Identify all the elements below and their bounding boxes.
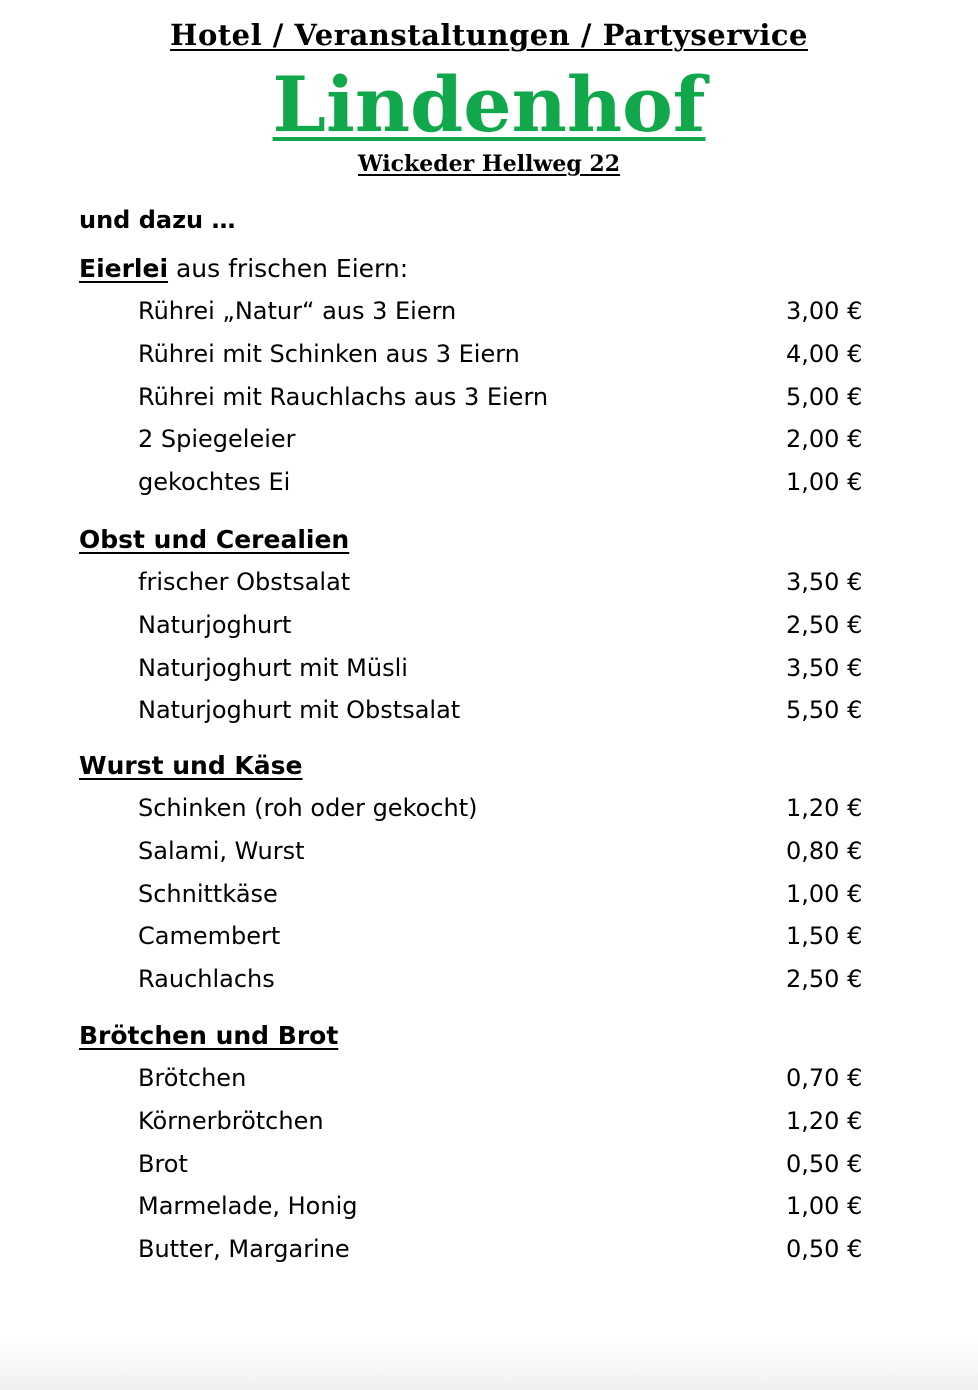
menu-item xyxy=(0,654,978,690)
menu-item-price: 3,50 € xyxy=(786,653,863,682)
menu-item xyxy=(0,425,978,461)
menu-item-name: Brötchen xyxy=(138,1064,247,1092)
menu-item xyxy=(0,794,978,830)
menu-item-price: 3,00 € xyxy=(786,297,863,325)
menu-item-price: 0,50 € xyxy=(786,1149,863,1178)
menu-item-price: 3,50 € xyxy=(786,568,863,596)
menu-item xyxy=(0,965,978,1001)
tagline-text: Hotel / Veranstaltungen / Partyservice xyxy=(170,18,808,52)
menu-item-price: 4,00 € xyxy=(786,339,863,368)
menu-item-name: Naturjoghurt xyxy=(138,610,292,639)
menu-item-name: Marmelade, Honig xyxy=(138,1192,358,1221)
section-title xyxy=(79,751,303,780)
menu-item xyxy=(0,1107,978,1143)
section-title-text: Eierlei xyxy=(79,254,169,283)
menu-item-name: gekochtes Ei xyxy=(138,468,291,497)
menu-item-price: 1,20 € xyxy=(786,794,863,822)
menu-item-name: Camembert xyxy=(138,922,281,951)
menu-item-name: Rührei mit Rauchlachs aus 3 Eiern xyxy=(138,382,549,411)
menu-item-name: Körnerbrötchen xyxy=(138,1106,324,1135)
section-title-text: Obst und Cerealien xyxy=(79,525,350,554)
menu-item-price: 1,20 € xyxy=(786,1106,863,1135)
menu-item xyxy=(0,568,978,604)
restaurant-name-text: Lindenhof xyxy=(272,60,706,149)
menu-item-price: 2,50 € xyxy=(786,610,863,639)
menu-item-name: frischer Obstsalat xyxy=(138,568,351,596)
menu-item xyxy=(0,837,978,873)
menu-item-name: Rührei „Natur“ aus 3 Eiern xyxy=(138,297,457,325)
section-subtitle: aus frischen Eiern: xyxy=(168,254,409,283)
menu-item-price: 5,00 € xyxy=(786,382,863,411)
menu-item-price: 2,50 € xyxy=(786,965,863,994)
section-title-text: Wurst und Käse xyxy=(79,751,303,780)
menu-item-name: Brot xyxy=(138,1149,188,1178)
section-title xyxy=(79,525,349,554)
menu-item-name: Rührei mit Schinken aus 3 Eiern xyxy=(138,339,520,368)
section-title xyxy=(79,1021,338,1050)
menu-item xyxy=(0,383,978,419)
menu-item xyxy=(0,1064,978,1100)
menu-item-name: Naturjoghurt mit Müsli xyxy=(138,653,408,682)
menu-item-price: 0,80 € xyxy=(786,836,863,865)
menu-item xyxy=(0,922,978,958)
menu-item-price: 1,00 € xyxy=(786,1192,863,1221)
menu-item xyxy=(0,611,978,647)
address xyxy=(0,151,978,177)
menu-item xyxy=(0,1192,978,1228)
menu-item-name: Rauchlachs xyxy=(138,965,275,994)
menu-item xyxy=(0,468,978,504)
menu-item xyxy=(0,1150,978,1186)
menu-item-price: 1,00 € xyxy=(786,879,863,908)
menu-item-price: 0,50 € xyxy=(786,1235,863,1264)
restaurant-name xyxy=(0,62,978,148)
menu-item-price: 5,50 € xyxy=(786,696,863,725)
intro-text: und dazu … xyxy=(79,206,236,234)
menu-item-price: 2,00 € xyxy=(786,425,863,454)
header-tagline xyxy=(0,18,978,52)
menu-item xyxy=(0,880,978,916)
menu-item xyxy=(0,340,978,376)
address-text: Wickeder Hellweg 22 xyxy=(357,151,621,177)
page-bottom-shade xyxy=(0,1340,978,1390)
menu-item-name: Naturjoghurt mit Obstsalat xyxy=(138,696,461,725)
section-title-text: Brötchen und Brot xyxy=(79,1021,339,1050)
menu-item-name: 2 Spiegeleier xyxy=(138,425,296,454)
menu-item xyxy=(0,1235,978,1271)
menu-item-price: 1,00 € xyxy=(786,468,863,497)
menu-item xyxy=(0,696,978,732)
menu-item-name: Butter, Margarine xyxy=(138,1235,350,1264)
menu-item-name: Salami, Wurst xyxy=(138,836,305,865)
menu-item-name: Schinken (roh oder gekocht) xyxy=(138,794,478,822)
menu-item xyxy=(0,297,978,333)
section-title xyxy=(79,254,408,283)
menu-item-price: 1,50 € xyxy=(786,922,863,951)
menu-item-price: 0,70 € xyxy=(786,1064,863,1092)
menu-item-name: Schnittkäse xyxy=(138,879,278,908)
